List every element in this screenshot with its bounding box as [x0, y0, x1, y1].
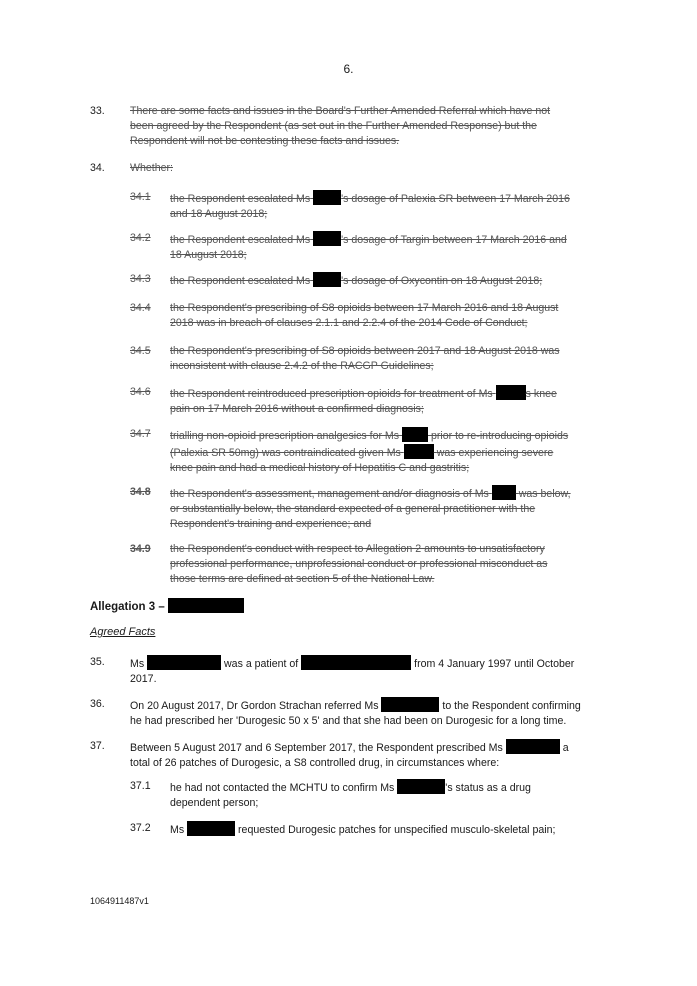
redaction	[313, 190, 341, 205]
redaction	[506, 739, 560, 754]
para-36: On 20 August 2017, Dr Gordon Strachan referred Ms to the Respondent confirming he had prescribed her 'Durogesic 50 x 5' and that she had been on Durogesic for a long time.	[130, 697, 620, 729]
para-34-label: Whether:	[130, 162, 173, 174]
page-number: 6.	[343, 62, 354, 76]
item-34-4: the Respondent's prescribing of S8 opioids between 17 March 2016 and 18 August 2018 was in breach of clauses 2.1.1 and 2.2.4 of the 2014 Code of Conduct;	[170, 302, 559, 329]
item-34-7: trialling non-opioid prescription analgesics for Ms prior to re-introducing opioids (Palexia SR 50mg) was contraindicated given Ms was experiencing severe knee pain and had a medical history of Hepatitis C and gastritis;	[170, 427, 590, 476]
item-34-5-number: 34.5	[130, 345, 151, 357]
item-34-2: the Respondent escalated Ms 's dosage of Targin between 17 March 2016 and 18 August 2018;	[170, 231, 590, 263]
redaction	[187, 821, 235, 836]
redaction	[404, 444, 434, 459]
para-33-number: 33.	[90, 105, 105, 117]
document-footer-id: 1064911487v1	[90, 896, 149, 906]
redaction	[381, 697, 439, 712]
item-37-1: he had not contacted the MCHTU to confirm Ms 's status as a drug dependent person;	[170, 779, 590, 811]
para-37: Between 5 August 2017 and 6 September 2017, the Respondent prescribed Ms a total of 26 patches of Durogesic, a S8 controlled drug, in circumstances where:	[130, 739, 600, 771]
redaction	[147, 655, 221, 670]
item-34-6: the Respondent reintroduced prescription opioids for treatment of Ms s knee pain on 17 March 2016 without a confirmed diagnosis;	[170, 385, 590, 417]
item-34-8-number: 34.8	[130, 486, 151, 498]
item-34-1-number: 34.1	[130, 191, 151, 203]
redaction	[492, 485, 516, 500]
redaction	[168, 598, 244, 613]
item-37-2: Ms requested Durogesic patches for unspecified musculo-skeletal pain;	[170, 821, 610, 838]
redaction	[313, 231, 341, 246]
redaction	[301, 655, 411, 670]
item-37-2-number: 37.2	[130, 822, 151, 834]
item-37-1-number: 37.1	[130, 780, 151, 792]
para-33: There are some facts and issues in the Board's Further Amended Referral which have not been agreed by the Respondent (as set out in the Further Amended Response) but the Respondent will not be contesting these facts and issues.	[130, 105, 551, 147]
para-35: Ms was a patient of from 4 January 1997 until October 2017.	[130, 655, 600, 687]
item-34-3: the Respondent escalated Ms 's dosage of Oxycontin on 18 August 2018;	[170, 272, 590, 289]
allegation-3-heading: Allegation 3 –	[90, 598, 244, 613]
redaction	[402, 427, 428, 442]
para-37-number: 37.	[90, 740, 105, 752]
item-34-9-number: 34.9	[130, 543, 151, 555]
item-34-5: the Respondent's prescribing of S8 opioids between 2017 and 18 August 2018 was inconsistent with clause 2.4.2 of the RACGP Guidelines;	[170, 345, 560, 372]
item-34-9: the Respondent's conduct with respect to Allegation 2 amounts to unsatisfactory professional performance, unprofessional conduct or professional misconduct as those terms are defined at section 5 of the National Law.	[170, 543, 548, 585]
redaction	[496, 385, 526, 400]
item-34-8: the Respondent's assessment, management and/or diagnosis of Ms was below, or substantially below, the standard expected of a general practitioner with the Respondent's training and experience; and	[170, 485, 590, 532]
para-34-number: 34.	[90, 162, 105, 174]
item-34-7-number: 34.7	[130, 428, 151, 440]
para-35-number: 35.	[90, 656, 105, 668]
redaction	[397, 779, 445, 794]
redaction	[313, 272, 341, 287]
agreed-facts-heading: Agreed Facts	[90, 626, 156, 638]
para-36-number: 36.	[90, 698, 105, 710]
item-34-1: the Respondent escalated Ms 's dosage of Palexia SR between 17 March 2016 and 18 August 2018;	[170, 190, 590, 222]
item-34-6-number: 34.6	[130, 386, 151, 398]
item-34-4-number: 34.4	[130, 302, 151, 314]
item-34-3-number: 34.3	[130, 273, 151, 285]
item-34-2-number: 34.2	[130, 232, 151, 244]
